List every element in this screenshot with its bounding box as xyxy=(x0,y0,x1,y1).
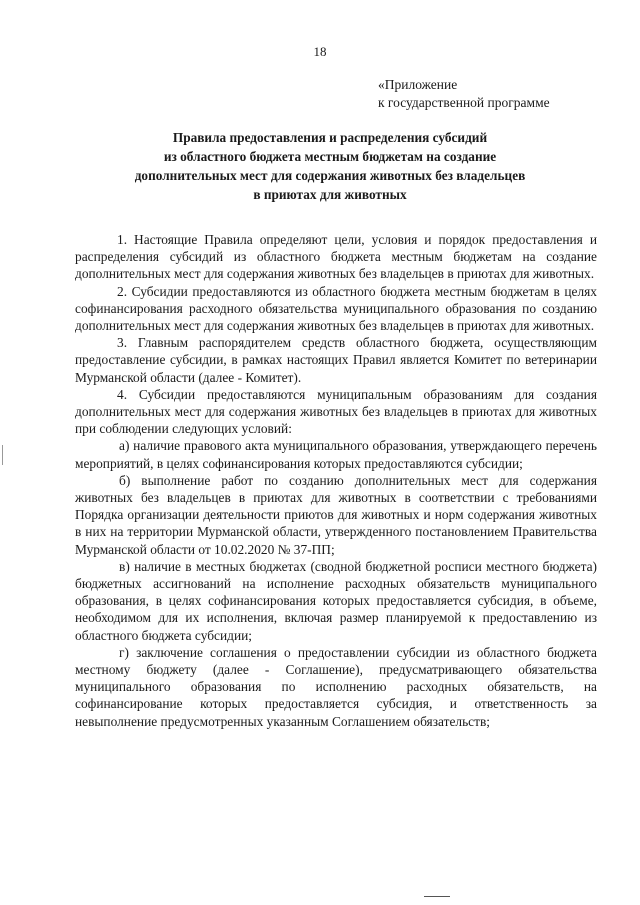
paragraph-1: 1. Настоящие Правила определяют цели, условия и порядок предоставления и распределения субсидий из областного бюджета местным бюджетам на создание дополнительных мест для содержания животных без владельцев в приютах для животных. xyxy=(75,232,597,282)
scan-bottom-mark xyxy=(424,896,450,897)
paragraph-4b: б) выполнение работ по созданию дополнительных мест для содержания животных без владельцев в приютах для животных в соответствии с требованиями Порядка организации деятельности приютов для животных и норм содержания животных в них на территории Мурманской области, утвержденного постановлением Правительства Мурманской области от 10.02.2020 № 37-ПП; xyxy=(75,472,597,557)
appendix-line-2: к государственной программе xyxy=(378,95,550,110)
paragraph-4a: а) наличие правового акта муниципального образования, утверждающего перечень мероприятий, в целях софинансирования которых предоставляются субсидии; xyxy=(75,438,597,471)
paragraph-4c: в) наличие в местных бюджетах (сводной бюджетной росписи местного бюджета) бюджетных ассигнований на исполнение расходных обязательств муниципального образования, в целях софинансирования которых предоставляется субсидия, в объеме, необходимом для их исполнения, включая размер планируемой к предоставлению из областного бюджета субсидии; xyxy=(75,558,597,643)
document-body xyxy=(75,231,597,730)
paragraph-3: 3. Главным распорядителем средств областного бюджета, осуществляющим предоставление субсидии, в рамках настоящих Правил является Комитет по ветеринарии Мурманской области (далее - Комитет). xyxy=(75,335,597,385)
scan-margin-mark xyxy=(2,445,3,465)
title-line-4: в приютах для животных xyxy=(253,187,407,202)
title-line-1: Правила предоставления и распределения субсидий xyxy=(172,130,488,145)
title-line-3: дополнительных мест для содержания животных без владельцев xyxy=(134,168,526,183)
appendix-header xyxy=(378,76,550,112)
page-number: 18 xyxy=(313,44,327,59)
paragraph-4d: г) заключение соглашения о предоставлении субсидии из областного бюджета местному бюджету (далее - Соглашение), предусматривающего обязательства муниципального образования по исполнению расходных обязательств, на софинансирование которых предоставляется субсидия, и ответственность за невыполнение предусмотренных указанным Соглашением обязательств; xyxy=(75,644,597,729)
paragraph-4: 4. Субсидии предоставляются муниципальным образованиям для создания дополнительных мест для содержания животных без владельцев в приютах для животных при соблюдении следующих условий: xyxy=(75,386,597,437)
document-title xyxy=(60,128,600,204)
paragraph-2: 2. Субсидии предоставляются из областного бюджета местным бюджетам в целях софинансирования расходного обязательства муниципального образования по созданию дополнительных мест для содержания животных без владельцев в приютах для животных. xyxy=(75,283,597,334)
appendix-line-1: «Приложение xyxy=(378,77,458,92)
title-line-2: из областного бюджета местным бюджетам на создание xyxy=(163,149,497,164)
